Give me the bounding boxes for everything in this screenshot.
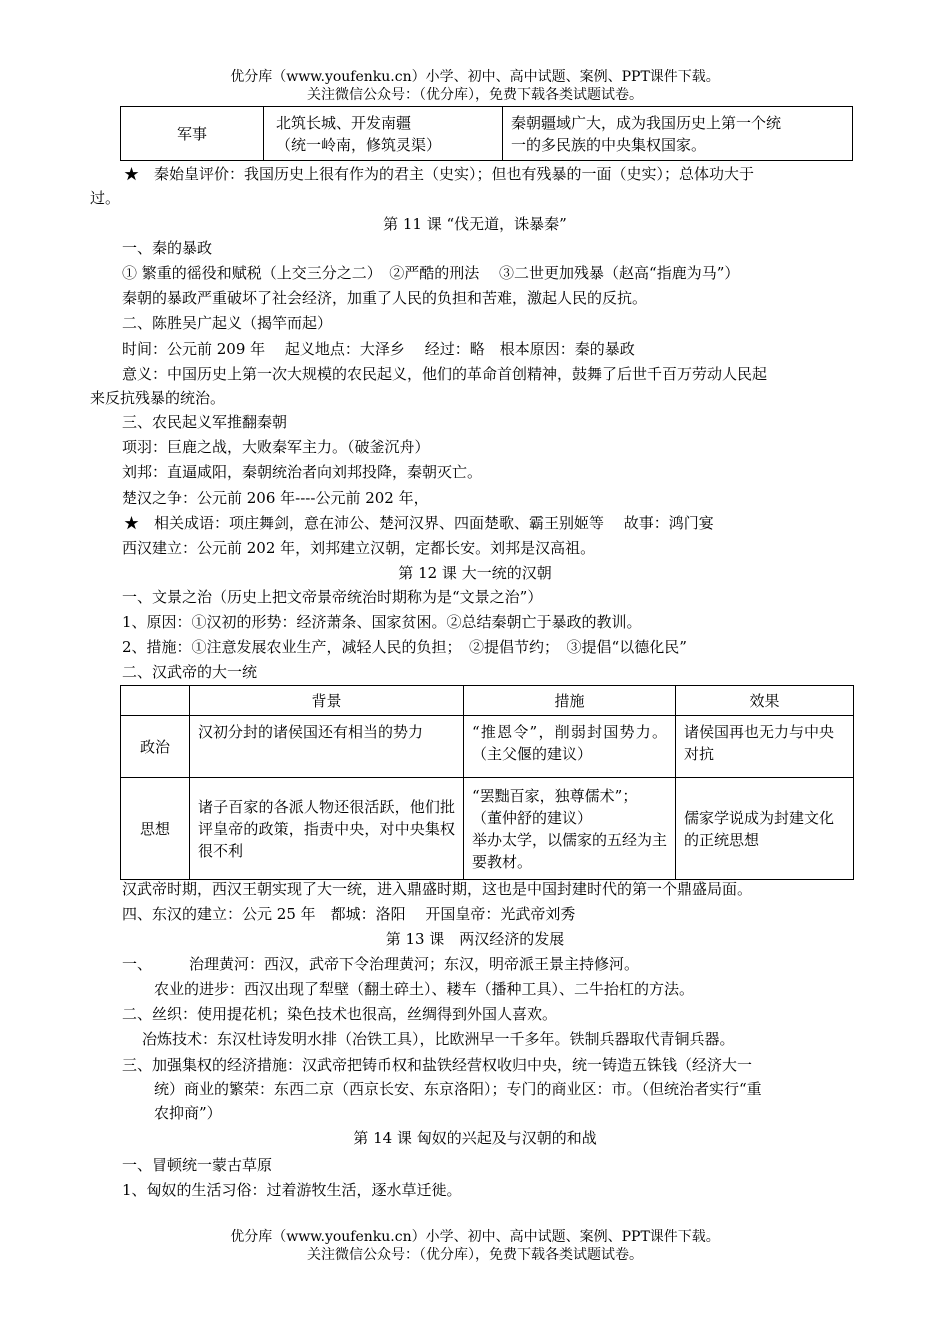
xiongnu-life-line: 1、匈奴的生活习俗：过着游牧生活，逐水草迁徙。 [122,1181,462,1199]
agriculture-line: 农业的进步：西汉出现了犁壁（翻土碎土）、耧车（播种工具）、二牛抬杠的方法。 [154,980,695,998]
military-measures-line-1: 北筑长城、开发南疆 [276,113,412,132]
economy-line-1: 三、加强集权的经济措施：汉武帝把铸币权和盐铁经营权收归中央，统一铸造五铢钱（经济大一 [122,1056,753,1074]
lesson-14-title: 第 14 课 匈奴的兴起及与汉朝的和战 [353,1129,597,1147]
wenjing-reason: 1、原因：①汉初的形势：经济萧条、国家贫困。②总结秦朝亡于暴政的教训。 [122,613,642,631]
lesson-14-section-1: 一、冒顿统一蒙古草原 [122,1156,273,1174]
lesson-11-title: 第 11 课 “伐无道，诛暴秦” [383,215,567,233]
wudi-thought-measure [464,778,676,880]
wudi-table-corner [121,686,190,716]
uprising-time: 时间：公元前 209 年 起义地点：大泽乡 经过：略 根本原因：秦的暴政 [122,340,635,358]
lesson-12-section-1: 一、文景之治（历史上把文帝景帝统治时期称为是“文景之治”） [122,588,543,606]
page-header-line-2: 关注微信公众号：（优分库），免费下载各类试题试卷。 [307,87,643,103]
page-header-line-1: 优分库（www.youfenku.cn）小学、初中、高中试题、案例、PPT课件下载。 [230,69,720,85]
military-effect [503,107,853,161]
idioms-line: ★ 相关成语：项庄舞剑，意在沛公、楚河汉界、四面楚歌、霸王别姬等 故事：鸿门宴 [124,514,714,532]
qin-evaluation-line-1: ★ 秦始皇评价：我国历史上很有作为的君主（史实）；但也有残暴的一面（史实）；总体功大于 [124,165,755,183]
liubang-line: 刘邦：直逼咸阳，秦朝统治者向刘邦投降，秦朝灭亡。 [122,463,483,481]
lesson-11-tyranny-items: ① 繁重的徭役和赋税（上交三分之二） ②严酷的刑法 ③二世更加残暴（赵高“指鹿为马”） [122,264,740,282]
yellow-river-line: 治理黄河：西汉，武帝下令治理黄河；东汉，明帝派王景主持修河。 [189,955,640,973]
wudi-thought-measure-line-1: “罢黜百家，独尊儒术”； [472,786,638,805]
wudi-politics-measure: “推恩令”，削弱封国势力。（主父偃的建议） [464,716,676,778]
lesson-11-tyranny-result: 秦朝的暴政严重破坏了社会经济，加重了人民的负担和苦难，激起人民的反抗。 [122,289,648,307]
xiangyu-line: 项羽：巨鹿之战，大败秦军主力。（破釜沉舟） [122,438,430,456]
wudi-politics-effect: 诸侯国再也无力与中央对抗 [676,716,854,778]
wudi-thought-effect: 儒家学说成为封建文化的正统思想 [676,778,854,880]
wudi-summary: 汉武帝时期，西汉王朝实现了大一统，进入鼎盛时期，这也是中国封建时代的第一个鼎盛局面。 [122,880,753,898]
page-footer-line-1: 优分库（www.youfenku.cn）小学、初中、高中试题、案例、PPT课件下载。 [230,1229,720,1245]
wudi-header-background: 背景 [190,686,464,716]
military-measures-line-2: （统一岭南，修筑灵渠） [276,135,442,154]
wenjing-measure: 2、措施：①注意发展农业生产，减轻人民的负担； ②提倡节约； ③提倡“以德化民” [122,638,687,656]
wudi-row-politics-label: 政治 [121,716,190,778]
military-table [120,106,853,161]
wudi-row-thought-label: 思想 [121,778,190,880]
wudi-thought-measure-line-2: （董仲舒的建议） [472,808,593,827]
lesson-11-section-3: 三、农民起义军推翻秦朝 [122,413,288,431]
wudi-thought-background: 诸子百家的各派人物还很活跃，他们批评皇帝的政策，指责中央，对中央集权很不利 [190,778,464,880]
page-footer-line-2: 关注微信公众号：（优分库），免费下载各类试题试卷。 [307,1247,643,1263]
military-label: 军事 [121,107,264,161]
lesson-13-item-1-number: 一、 [122,955,153,973]
military-effect-line-1: 秦朝疆域广大，成为我国历史上第一个统 [511,113,782,132]
uprising-meaning-line-2: 来反抗残暴的统治。 [90,389,226,407]
wudi-politics-background: 汉初分封的诸侯国还有相当的势力 [190,716,464,778]
lesson-12-title: 第 12 课 大一统的汉朝 [398,564,552,582]
lesson-11-section-2: 二、陈胜吴广起义（揭竿而起） [122,314,333,332]
lesson-11-section-1: 一、秦的暴政 [122,239,213,257]
economy-line-3: 农抑商”） [154,1104,222,1122]
wudi-table [120,685,854,880]
military-measures [264,107,503,161]
silk-line: 二、丝织：使用提花机；染色技术也很高，丝绸得到外国人喜欢。 [122,1005,558,1023]
xihan-line: 西汉建立：公元前 202 年，刘邦建立汉朝，定都长安。刘邦是汉高祖。 [122,539,596,557]
uprising-meaning-line-1: 意义：中国历史上第一次大规模的农民起义，他们的革命首创精神，鼓舞了后世千百万劳动人民起 [122,365,768,383]
wudi-header-effect: 效果 [676,686,854,716]
lesson-13-title: 第 13 课 两汉经济的发展 [385,930,565,948]
economy-line-2: 统）商业的繁荣：东西二京（西京长安、东京洛阳）；专门的商业区：市。（但统治者实行“重 [154,1080,762,1098]
wudi-thought-measure-line-3: 举办太学，以儒家的五经为主要教材。 [472,830,668,871]
chuhan-line: 楚汉之争：公元前 206 年----公元前 202 年， [122,489,429,507]
lesson-12-section-2: 二、汉武帝的大一统 [122,663,258,681]
wudi-header-measure: 措施 [464,686,676,716]
donghan-line: 四、东汉的建立：公元 25 年 都城：洛阳 开国皇帝：光武帝刘秀 [122,905,576,923]
qin-evaluation-line-2: 过。 [90,189,121,207]
smelting-line: 冶炼技术：东汉杜诗发明水排（冶铁工具），比欧洲早一千多年。铁制兵器取代青铜兵器。 [142,1030,735,1048]
military-effect-line-2: 一的多民族的中央集权国家。 [511,135,707,154]
